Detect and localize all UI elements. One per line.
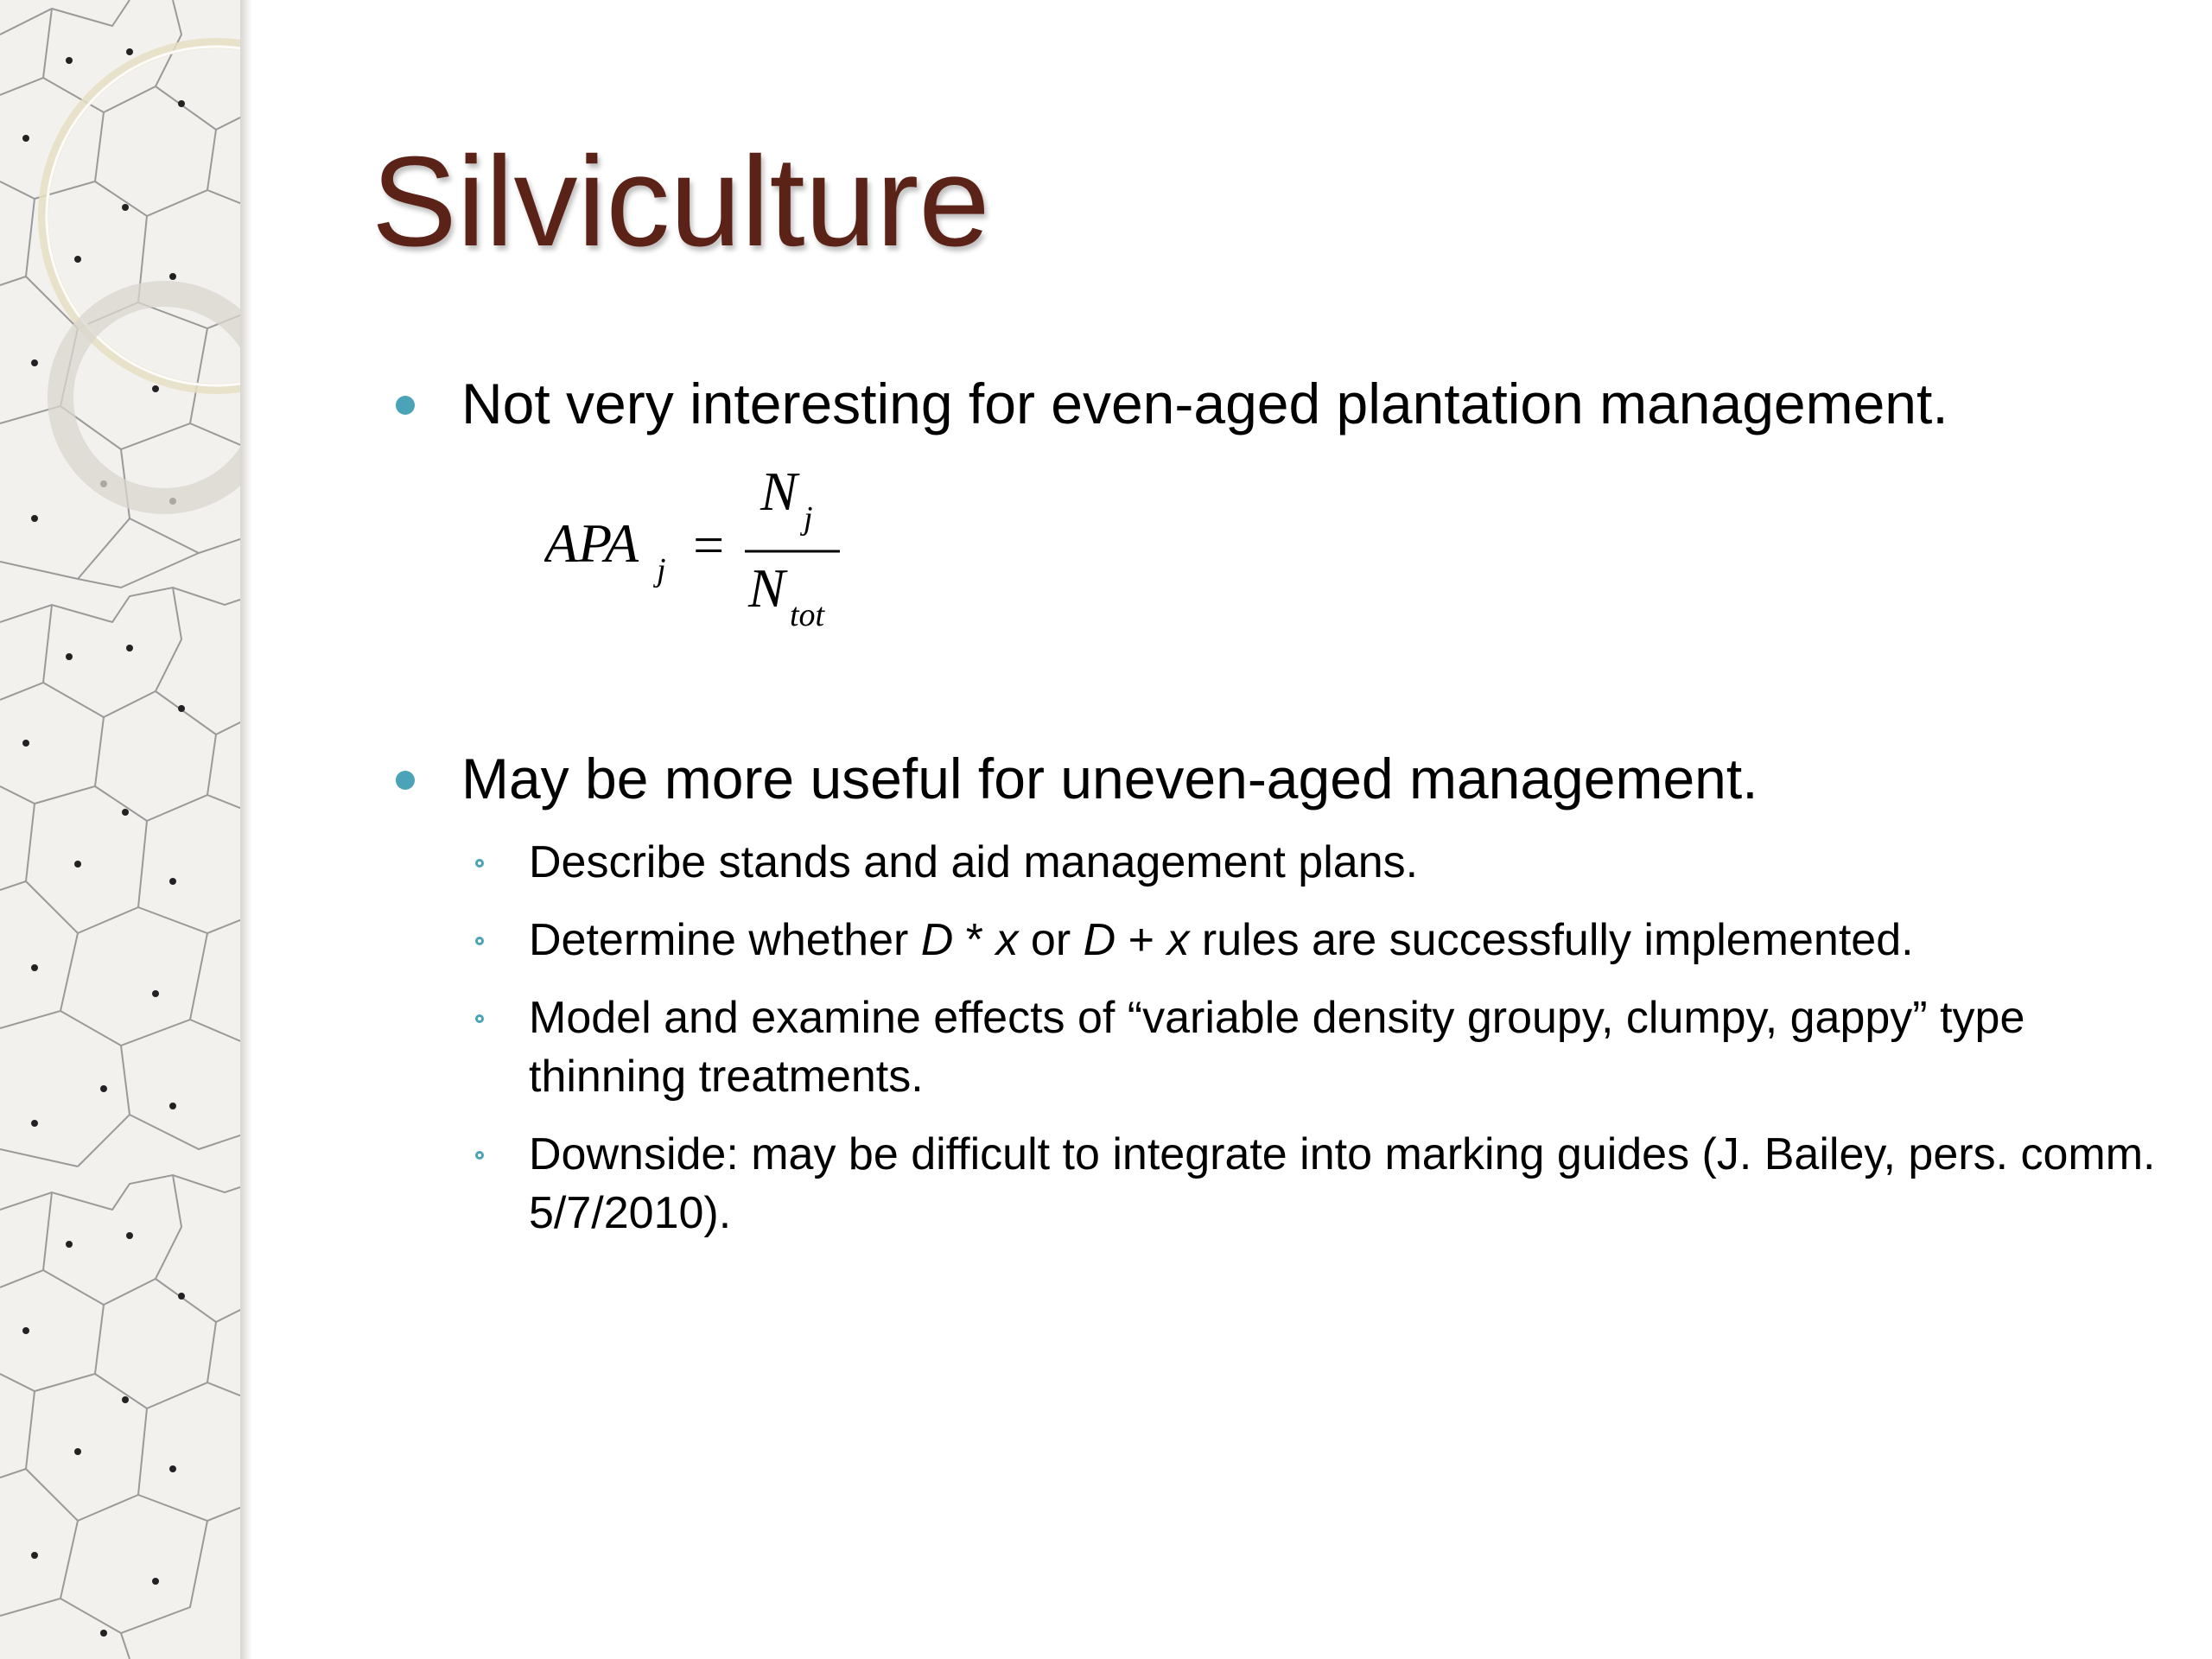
decorative-side-panel bbox=[0, 0, 251, 1659]
formula-numerator-subscript: j bbox=[804, 500, 813, 537]
formula-denominator: N bbox=[748, 557, 785, 619]
subbullet-text: or bbox=[1018, 915, 1084, 965]
apa-formula bbox=[544, 467, 855, 639]
subbullet-item: Describe stands and aid management plans. bbox=[529, 837, 1419, 887]
subbullet-item: Model and examine effects of “variable density groupy, clumpy, gappy” type thinning treatments. bbox=[529, 993, 2025, 1102]
slide-title: Silviculture bbox=[372, 130, 990, 273]
math-var: D bbox=[920, 915, 954, 965]
formula-lhs: APA bbox=[544, 512, 639, 574]
bullet-dot bbox=[396, 771, 415, 790]
formula-lhs-subscript: j bbox=[657, 552, 666, 588]
bullet-item: Not very interesting for even-aged plantation management. bbox=[461, 372, 1948, 435]
subbullet-text: Determine whether bbox=[529, 915, 921, 965]
subbullet-ring bbox=[475, 1014, 484, 1023]
bullet-dot bbox=[396, 396, 415, 415]
bullet-item: May be more useful for uneven-aged management. bbox=[461, 747, 1758, 810]
formula-equals: = bbox=[690, 514, 728, 575]
subbullet-text: rules are successfully implemented. bbox=[1189, 915, 1914, 965]
subbullet-item: Downside: may be difficult to integrate into marking guides (J. Bailey, pers. comm. 5/7/2010). bbox=[529, 1129, 2156, 1238]
math-var: x bbox=[995, 915, 1019, 965]
subbullet-ring bbox=[475, 859, 484, 868]
math-op: * bbox=[953, 915, 996, 965]
math-op: + bbox=[1116, 915, 1167, 965]
decorative-ring-small bbox=[60, 294, 251, 501]
subbullet-item bbox=[529, 911, 2171, 969]
voronoi-pattern bbox=[0, 0, 251, 1659]
math-var: x bbox=[1166, 915, 1190, 965]
formula-numerator: N bbox=[760, 467, 798, 522]
math-var: D bbox=[1083, 915, 1116, 965]
side-panel-shadow bbox=[240, 0, 252, 1659]
formula-denominator-subscript: tot bbox=[790, 597, 825, 633]
subbullet-ring bbox=[475, 1151, 484, 1160]
subbullet-ring bbox=[475, 937, 484, 945]
